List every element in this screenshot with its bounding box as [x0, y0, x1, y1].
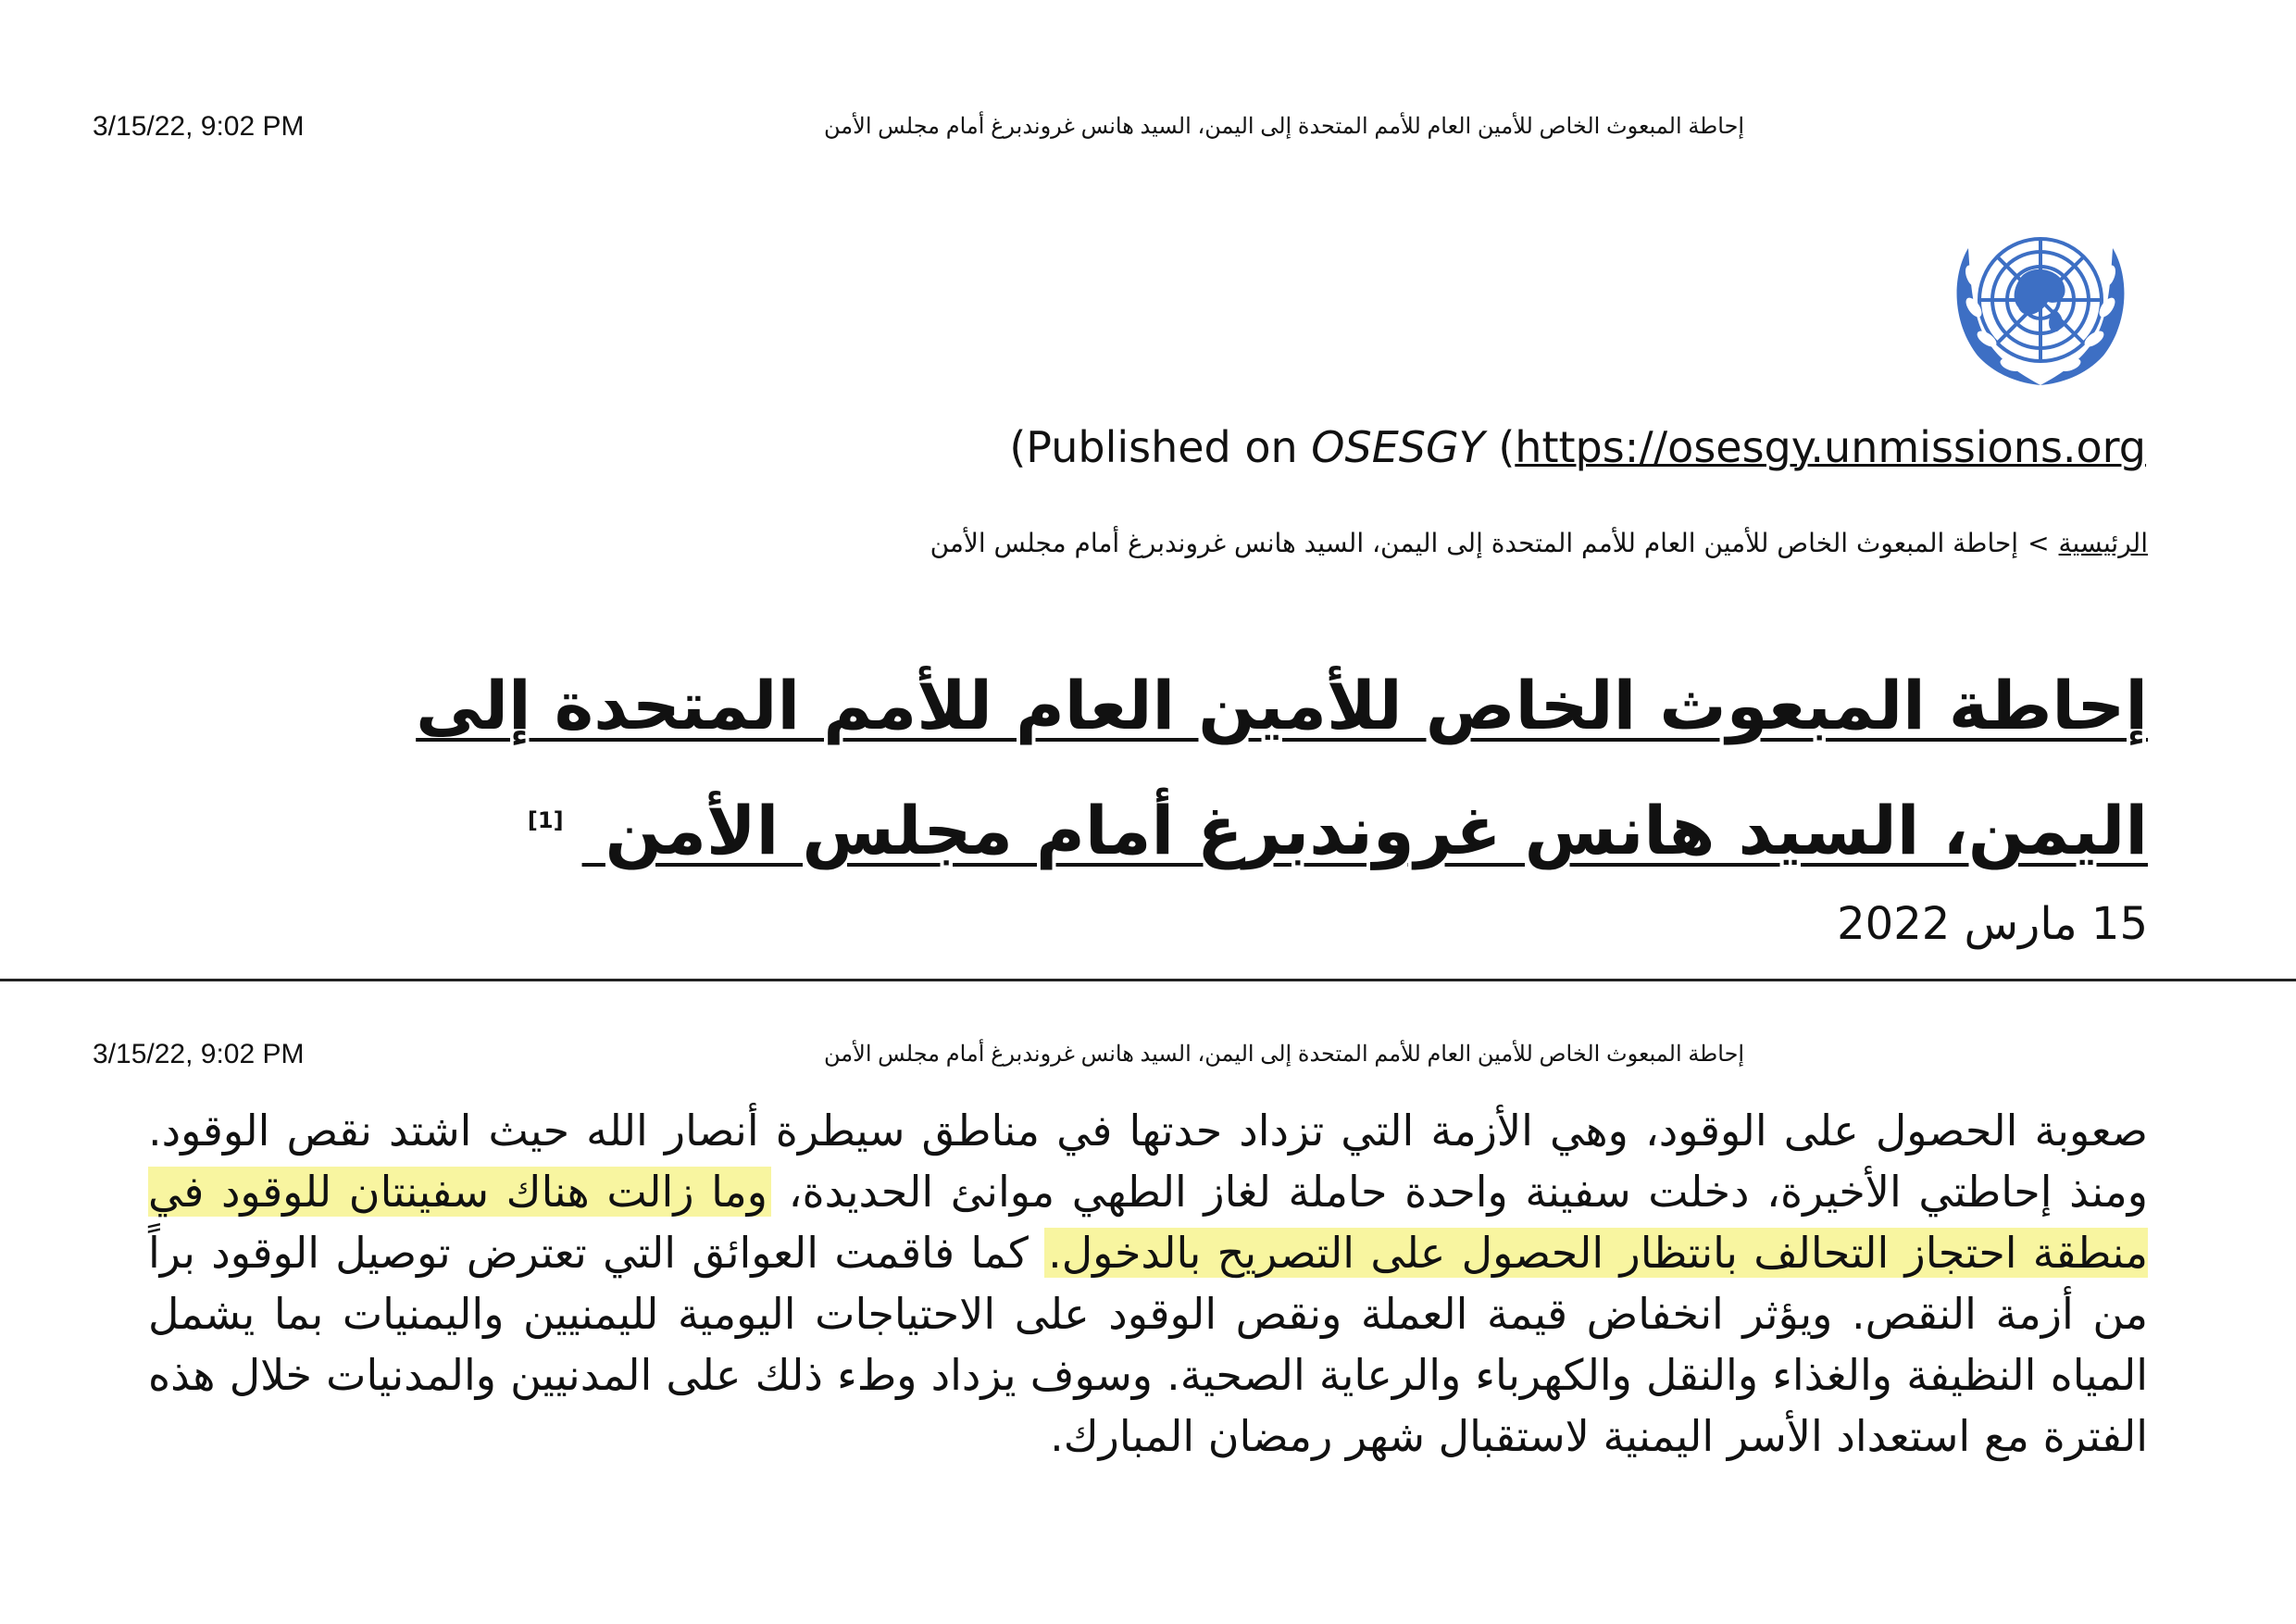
print-timestamp: 3/15/22, 9:02 PM: [93, 1039, 305, 1069]
breadcrumb-separator: >: [2028, 528, 2050, 558]
paragraph-text-part2: كما فاقمت العوائق التي تعترض توصيل الوقود براً من أزمة النقص. ويؤثر انخفاض قيمة العملة ونقص الوقود على الاحتياجات اليومية لليمنيين واليمنيات بما يشمل المياه النظيفة والغذاء والنقل والكهرباء والرعاية الصحية. وسوف يزداد وطء ذلك على المدنيين والمدنيات خلال هذه الفترة مع استعداد الأسر اليمنية لاستقبال شهر رمضان المبارك.: [148, 1228, 2148, 1461]
breadcrumb-home-link[interactable]: الرئيسية: [2058, 528, 2148, 558]
published-url-prefix: (: [1484, 422, 1516, 472]
article-date: 15 مارس 2022: [1837, 898, 2148, 950]
breadcrumb: [930, 528, 2148, 558]
print-header-page-2: [93, 1039, 1963, 1080]
print-timestamp: 3/15/22, 9:02 PM: [93, 111, 305, 142]
print-header: [93, 111, 1963, 152]
article-paragraph: [148, 1100, 2148, 1467]
published-on-line: [1009, 422, 2146, 472]
paragraph-text-part1: صعوبة الحصول على الوقود، وهي الأزمة التي تزداد حدتها في مناطق سيطرة أنصار الله حيث اشتد نقص الوقود. ومنذ إحاطتي الأخيرة، دخلت سفينة واحدة حاملة لغاز الطهي موانئ الحديدة،: [148, 1106, 2148, 1217]
highlighted-text: وما زالت هناك سفينتان للوقود في منطقة احتجاز التحالف بانتظار الحصول على التصريح بالدخول.: [148, 1167, 2148, 1278]
published-url-link[interactable]: https://osesgy.unmissions.org: [1515, 422, 2146, 472]
published-site-name: OSESGY: [1311, 422, 1485, 472]
print-document-title: إحاطة المبعوث الخاص للأمين العام للأمم المتحدة إلى اليمن، السيد هانس غروندبرغ أمام مجلس الأمن: [824, 1042, 1745, 1067]
un-emblem-icon: [1931, 211, 2150, 400]
published-prefix: (Published on: [1009, 422, 1312, 472]
article-title-text: إحاطة المبعوث الخاص للأمين العام للأمم المتحدة إلى اليمن، السيد هانس غروندبرغ أمام مجلس الأمن: [416, 667, 2148, 869]
page-divider: [0, 979, 2296, 981]
breadcrumb-current: إحاطة المبعوث الخاص للأمين العام للأمم المتحدة إلى اليمن، السيد هانس غروندبرغ أمام مجلس الأمن: [930, 528, 2019, 558]
footnote-ref-link[interactable]: [1]: [527, 807, 564, 833]
print-document-title: إحاطة المبعوث الخاص للأمين العام للأمم المتحدة إلى اليمن، السيد هانس غروندبرغ أمام مجلس الأمن: [824, 114, 1745, 139]
article-title: [213, 648, 2148, 888]
